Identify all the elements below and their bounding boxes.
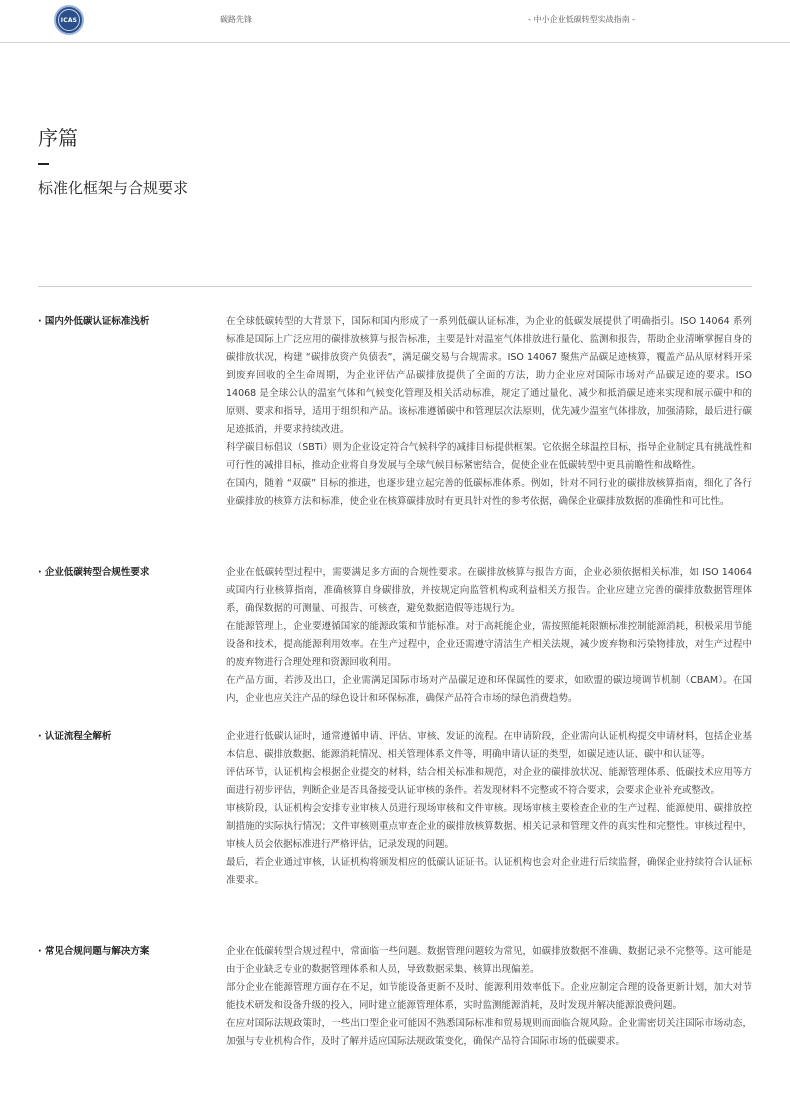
page-header — [0, 0, 790, 43]
chapter-subtitle: 标准化框架与合规要求 — [38, 179, 189, 197]
chapter-title-block — [38, 122, 188, 198]
title-dash-divider — [38, 163, 49, 165]
paragraph: 部分企业在能源管理方面存在不足，如节能设备更新不及时、能源利用效率低下。企业应制定合理的设备更新计划，加大对节能技术研发和设备升级的投入，同时建立能源管理体系，实时监测能源消耗，及时发现并解决能源浪费问题。 — [226, 982, 752, 1011]
paragraph: 企业进行低碳认证时，通常遵循申请、评估、审核、发证的流程。在申请阶段，企业需向认证机构提交申请材料，包括企业基本信息、碳排放数据、能源消耗情况、相关管理体系文件等，明确申请认证的类型，如碳足迹认证、碳中和认证等。 — [226, 731, 752, 760]
icas-logo — [54, 5, 84, 35]
section-divider — [38, 286, 752, 287]
section-body — [226, 313, 752, 511]
paragraph: 在产品方面，若涉及出口，企业需满足国际市场对产品碳足迹和环保属性的要求，如欧盟的碳边境调节机制（CBAM）。在国内，企业也应关注产品的绿色设计和环保标准，确保产品符合市场的绿色消费趋势。 — [226, 675, 752, 704]
paragraph: 企业在低碳转型过程中，需要满足多方面的合规性要求。在碳排放核算与报告方面，企业必须依据相关标准，如 ISO 14064 或国内行业核算指南，准确核算自身碳排放，并按规定向监管机构或利益相关方报告。企业应建立完善的碳排放数据管理体系，确保数据的可测量、可报告、可核查，避免数据造假等违规行为。 — [226, 567, 752, 614]
paragraph: 审核阶段，认证机构会安排专业审核人员进行现场审核和文件审核。现场审核主要检查企业的生产过程、能源使用、碳排放控制措施的实际执行情况；文件审核则重点审查企业的碳排放核算数据、相关记录和管理文件的真实性和完整性。审核过程中，审核人员会依据标准进行严格评估，记录发现的问题。 — [226, 803, 752, 850]
section-title: · 国内外低碳认证标准浅析 — [38, 316, 150, 327]
header-document-title: - 中小企业低碳转型实战指南 - — [528, 15, 635, 24]
section-title: · 企业低碳转型合规性要求 — [38, 567, 150, 578]
header-brand-text: 碳路先锋 — [220, 15, 252, 24]
paragraph: 在能源管理上，企业要遵循国家的能源政策和节能标准。对于高耗能企业，需按照能耗限额标准控制能源消耗，积极采用节能设备和技术，提高能源利用效率。在生产过程中，企业还需遵守清洁生产相关法规，减少废弃物和污染物排放，对生产过程中的废弃物进行合理处理和资源回收利用。 — [226, 621, 752, 668]
section-title: · 常见合规问题与解决方案 — [38, 946, 150, 957]
paragraph: 在应对国际法规政策时，一些出口型企业可能因不熟悉国际标准和贸易规则而面临合规风险。企业需密切关注国际市场动态，加强与专业机构合作，及时了解并适应国际法规政策变化，确保产品符合国际市场的低碳要求。 — [226, 1018, 752, 1047]
paragraph: 企业在低碳转型合规过程中，常面临一些问题。数据管理问题较为常见，如碳排放数据不准确、数据记录不完整等。这可能是由于企业缺乏专业的数据管理体系和人员，导致数据采集、核算出现偏差。 — [226, 946, 752, 975]
section-body — [226, 943, 752, 1051]
chapter-title: 序篇 — [38, 126, 78, 150]
section-title: · 认证流程全解析 — [38, 731, 112, 742]
paragraph: 最后，若企业通过审核，认证机构将颁发相应的低碳认证证书。认证机构也会对企业进行后续监督，确保企业持续符合认证标准要求。 — [226, 857, 752, 886]
paragraph: 在全球低碳转型的大背景下，国际和国内形成了一系列低碳认证标准，为企业的低碳发展提供了明确指引。ISO 14064 系列标准是国际上广泛应用的碳排放核算与报告标准，主要是针对温室气体排放进行量化、监测和报告，帮助企业清晰掌握自身的碳排放状况，构建 “碳排放资产负债表”，满足碳交易与合规需求。ISO 14067 聚焦产品碳足迹核算，覆盖产品从原材料开采到废弃回收的全生命周期，为企业评估产品碳排放提供了全面的方法，助力企业应对国际市场对产品碳足迹的要求。ISO 14068 是全球公认的温室气体和气候变化管理及相关活动标准，规定了通过量化、减少和抵消碳足迹来实现和展示碳中和的原则、要求和指导，适用于组织和产品。该标准遵循碳中和管理层次法原则，优先减少温室气体排放，加强清除，最后进行碳足迹抵消，并要求持续改进。 — [226, 316, 752, 435]
paragraph: 评估环节，认证机构会根据企业提交的材料，结合相关标准和规范，对企业的碳排放状况、能源管理体系、低碳技术应用等方面进行初步评估，判断企业是否具备接受认证审核的条件。若发现材料不完整或不符合要求，会要求企业补充或整改。 — [226, 767, 752, 796]
section-body — [226, 564, 752, 708]
paragraph: 在国内，随着 “双碳” 目标的推进，也逐步建立起完善的低碳标准体系。例如，针对不同行业的碳排放核算指南，细化了各行业碳排放的核算方法和标准，使企业在核算碳排放时有更具针对性的参考依据，确保企业碳排放数据的准确性和可比性。 — [226, 478, 752, 507]
paragraph: 科学碳目标倡议（SBTi）则为企业设定符合气候科学的减排目标提供框架。它依据全球温控目标，指导企业制定具有挑战性和可行性的减排目标，推动企业将自身发展与全球气候目标紧密结合，促使企业在低碳转型中更具前瞻性和战略性。 — [226, 442, 752, 471]
logo-text: ICAS — [58, 9, 80, 31]
section-body — [226, 728, 752, 890]
